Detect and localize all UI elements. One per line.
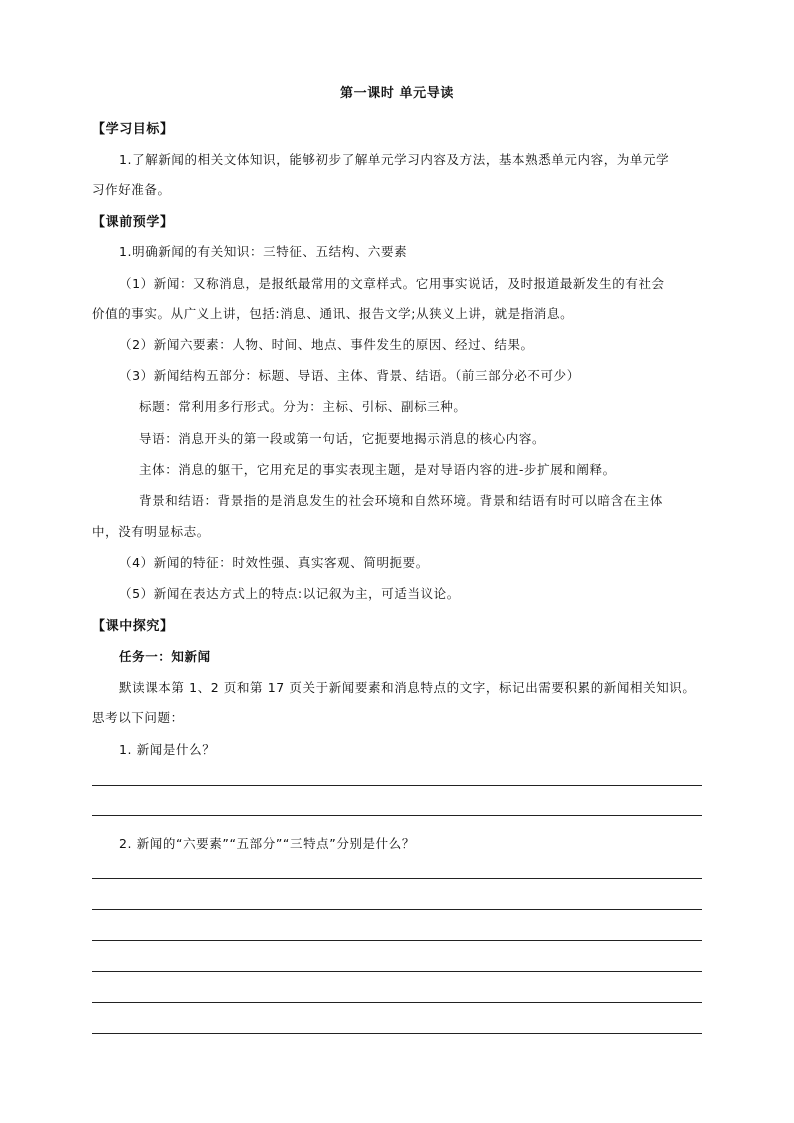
preview-paragraph: 价值的事实。从广义上讲，包括:消息、通讯、报告文学;从狭义上讲，就是指消息。 — [92, 306, 574, 321]
structure-background-line: 中，没有明显标志。 — [92, 524, 210, 539]
task-instruction: 思考以下问题： — [92, 710, 184, 725]
task-instruction: 默读课本第 1、2 页和第 17 页关于新闻要素和消息特点的文字，标记出需要积累的新闻相关知识。 — [119, 680, 696, 695]
answer-line[interactable] — [92, 909, 702, 910]
answer-line[interactable] — [92, 785, 702, 786]
answer-line[interactable] — [92, 971, 702, 972]
answer-line[interactable] — [92, 940, 702, 941]
question-2: 2. 新闻的“六要素”“五部分”“三特点”分别是什么？ — [119, 836, 415, 851]
answer-line[interactable] — [92, 815, 702, 816]
answer-line[interactable] — [92, 1033, 702, 1034]
preview-paragraph: （3）新闻结构五部分：标题、导语、主体、背景、结语。（前三部分必不可少） — [119, 368, 580, 383]
preview-paragraph: （5）新闻在表达方式上的特点:以记叙为主，可适当议论。 — [119, 586, 460, 601]
goal-item-line: 习作好准备。 — [92, 182, 171, 197]
goal-item-line: 1.了解新闻的相关文体知识，能够初步了解单元学习内容及方法，基本熟悉单元内容，为单元学 — [119, 152, 670, 167]
answer-line[interactable] — [92, 1002, 702, 1003]
preview-paragraph: （4）新闻的特征：时效性强、真实客观、简明扼要。 — [119, 555, 429, 570]
section-heading-goals: 【学习目标】 — [92, 122, 174, 137]
preview-paragraph: （1）新闻：又称消息，是报纸最常用的文章样式。它用事实说话，及时报道最新发生的有社会 — [119, 276, 665, 291]
page-title: 第一课时 单元导读 — [340, 86, 454, 101]
section-heading-explore: 【课中探究】 — [92, 619, 174, 634]
section-heading-preview: 【课前预学】 — [92, 215, 174, 230]
preview-intro: 1.明确新闻的有关知识：三特征、五结构、六要素 — [119, 244, 408, 259]
structure-lead-line: 导语：消息开头的第一段或第一句话，它扼要地揭示消息的核心内容。 — [139, 431, 546, 446]
task-title: 任务一：知新闻 — [119, 649, 211, 664]
preview-paragraph: （2）新闻六要素：人物、时间、地点、事件发生的原因、经过、结果。 — [119, 337, 534, 352]
structure-background-line: 背景和结语：背景指的是消息发生的社会环境和自然环境。背景和结语有时可以暗含在主体 — [139, 493, 664, 508]
question-1: 1. 新闻是什么？ — [119, 742, 216, 757]
structure-body-line: 主体：消息的躯干，它用充足的事实表现主题，是对导语内容的进-步扩展和阐释。 — [139, 462, 616, 477]
answer-line[interactable] — [92, 878, 702, 879]
structure-title-line: 标题：常利用多行形式。分为：主标、引标、副标三种。 — [139, 399, 467, 414]
